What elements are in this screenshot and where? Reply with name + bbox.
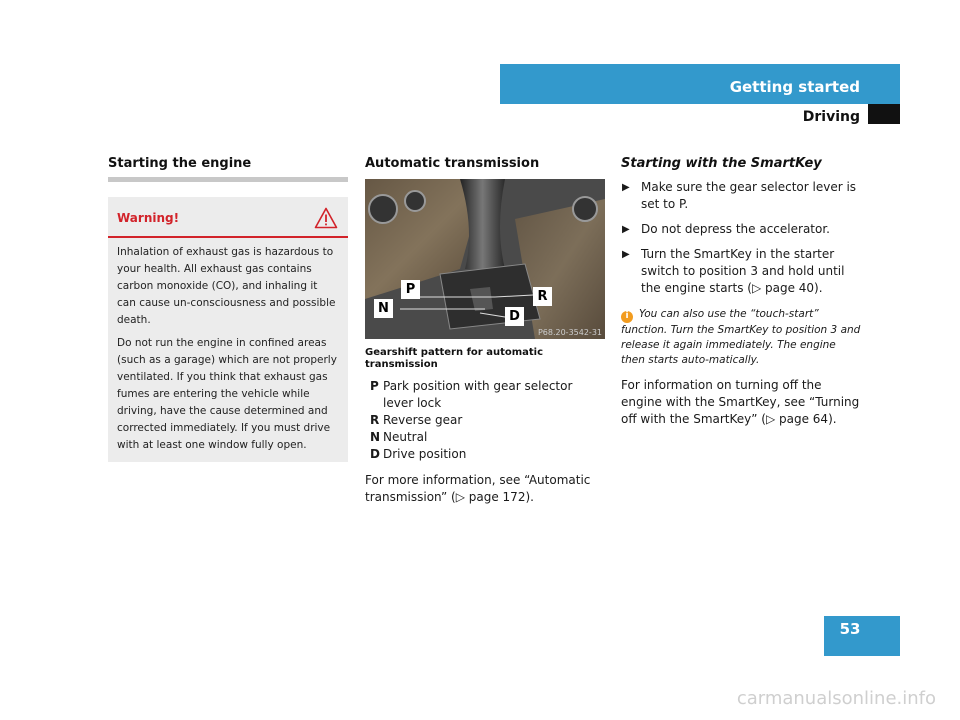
turn-off-paragraph: For information on turning off the engine with the SmartKey, see “Turning off with the SmartKey” (▷ page 64).: [621, 377, 860, 426]
bullet-item: [621, 246, 861, 297]
gear-item-d: [370, 446, 605, 463]
warning-triangle-icon: [314, 207, 338, 229]
photo-caption: Gearshift pattern for automatic transmission: [365, 347, 544, 370]
info-note: [621, 307, 861, 368]
heading-rule: [108, 177, 348, 182]
gear-desc: Neutral: [383, 430, 428, 444]
gear-list: [365, 378, 605, 463]
more-info-paragraph: For more information, see “Automatic transmission” (▷ page 172).: [365, 473, 591, 504]
section-title: Getting started: [729, 78, 860, 96]
bullet-item: [621, 179, 861, 213]
heading-starting-engine: Starting the engine: [108, 156, 252, 171]
bullet-item: [621, 221, 861, 238]
bullet-arrow-icon: ▶: [622, 249, 630, 260]
header-marker: [868, 104, 900, 124]
heading-smartkey: Starting with the SmartKey: [621, 156, 822, 171]
warning-title: Warning!: [117, 210, 180, 225]
gear-desc: Park position with gear selector lever lock: [383, 379, 573, 410]
gear-label-p: P: [401, 280, 420, 299]
heading-automatic-transmission: Automatic transmission: [365, 156, 540, 171]
gearshift-illustration: [365, 179, 605, 339]
gear-label-n: N: [374, 299, 393, 318]
warning-text-1: Inhalation of exhaust gas is hazardous to your health. All exhaust gas contains carbon monoxide (CO), and inhaling it can cause un-consciousness and possible death.: [117, 246, 336, 326]
info-text: You can also use the “touch-start” function. Turn the SmartKey to position 3 and release it again immediately. The engine then starts auto-matically.: [621, 308, 861, 366]
gear-label-r: R: [533, 287, 552, 306]
column-starting-engine: [108, 156, 348, 462]
bullet-arrow-icon: ▶: [622, 182, 630, 193]
photo-reference: P68.20-3542-31: [537, 328, 602, 337]
gear-key: P: [370, 379, 379, 393]
gear-key: R: [370, 413, 380, 427]
bullet-arrow-icon: ▶: [622, 224, 630, 235]
gear-key: D: [370, 447, 380, 461]
bullet-text: Make sure the gear selector lever is set to P.: [641, 180, 857, 211]
gear-item-n: [370, 429, 605, 446]
watermark-footer: carmanualsonline.info: [736, 688, 936, 709]
gear-label-d: D: [505, 307, 524, 326]
gear-item-r: [370, 412, 605, 429]
bullet-text: Turn the SmartKey in the starter switch to position 3 and hold until the engine starts (▷ page 40).: [641, 247, 845, 295]
bullet-text: Do not depress the accelerator.: [641, 222, 830, 236]
gear-item-p: [370, 378, 605, 412]
column-smartkey: [621, 156, 861, 428]
warning-box: [108, 197, 348, 462]
subsection-title: Driving: [802, 109, 860, 125]
warning-rule: [108, 236, 348, 238]
gearshift-photo: [365, 179, 605, 339]
gear-key: N: [370, 430, 381, 444]
warning-header: [117, 197, 338, 236]
gear-desc: Drive position: [383, 447, 467, 461]
gear-desc: Reverse gear: [383, 413, 463, 427]
page-number: 53: [839, 620, 861, 638]
info-icon: i: [621, 311, 633, 323]
column-automatic-transmission: [365, 156, 605, 506]
warning-text-2: Do not run the engine in confined areas (such as a garage) which are not properly ventilated. If you think that exhaust gas fumes are entering the vehicle while driving, have the cause determined and corrected immediately. If you must drive with at least one window fully open.: [117, 337, 337, 451]
